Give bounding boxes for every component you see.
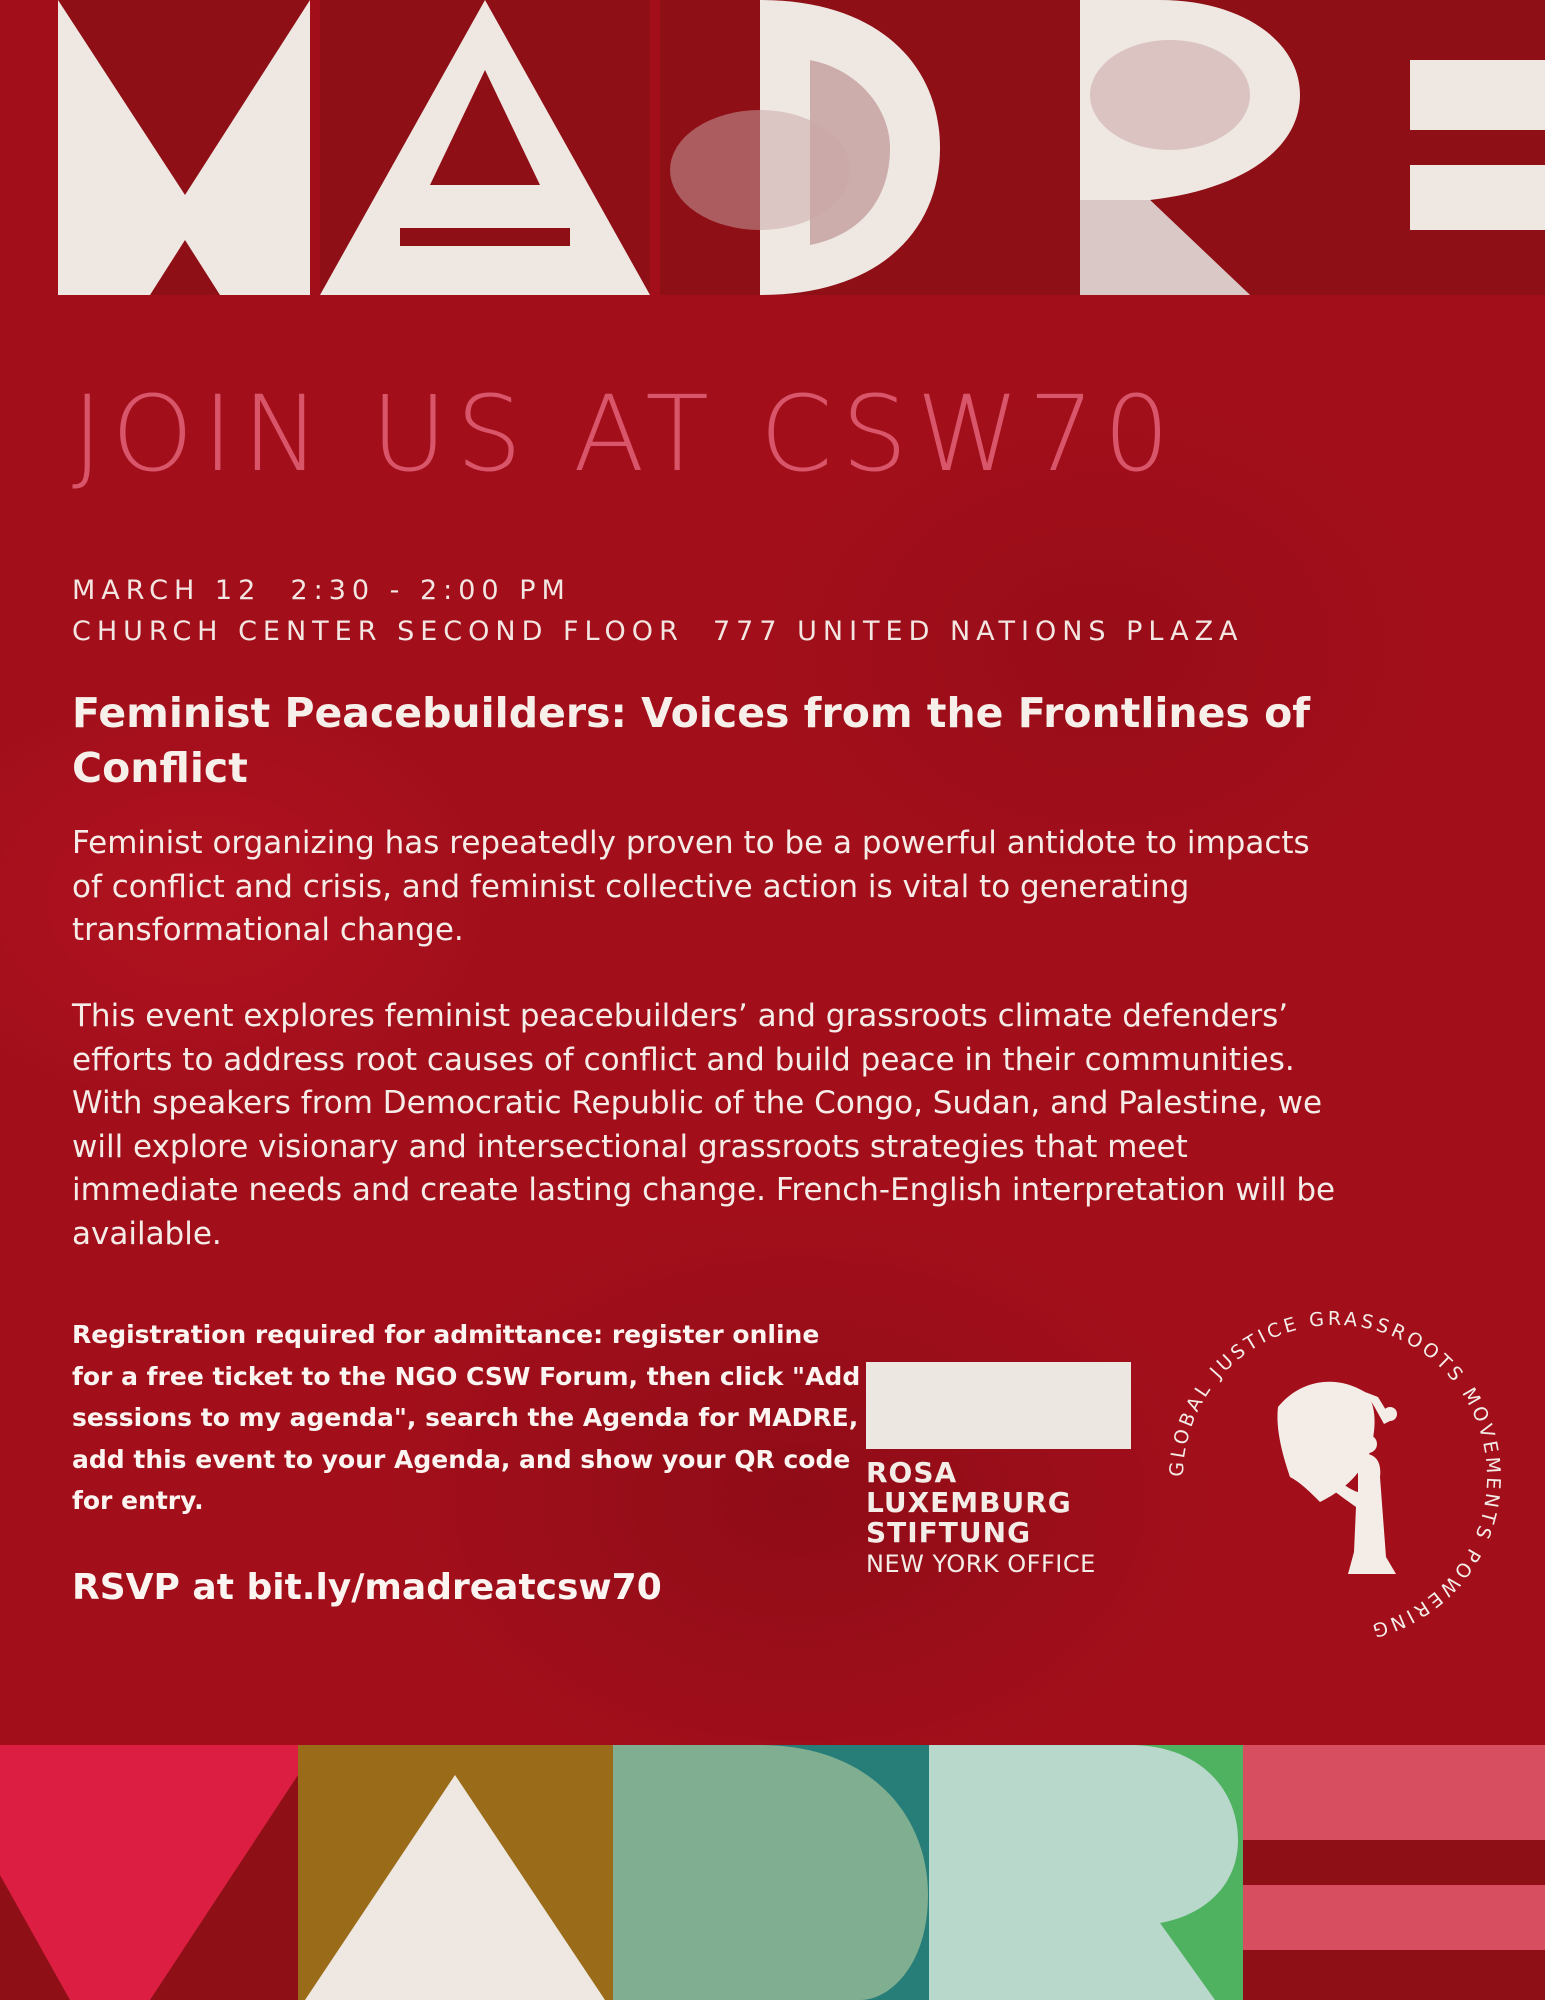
rosa-luxemburg-stiftung-logo [866,1362,1166,1582]
bottom-letter-m [0,1745,298,2000]
bottom-letter-r [929,1745,1243,2000]
headline: JOIN US AT CSW70 [72,373,1179,495]
logo-line-rosa: ROSA [866,1456,958,1489]
wordmark-letter-e [1345,0,1545,295]
seal-ring-text: GLOBAL JUSTICE GRASSROOTS MOVEMENTS POWERING [1165,1307,1505,1642]
wordmark-letter-r [990,0,1345,295]
logo-office-label: NEW YORK OFFICE [866,1550,1096,1578]
madre-wordmark-bottom [0,1745,1545,2000]
bottom-letter-e [1243,1745,1545,2000]
wordmark-letter-a [320,0,650,295]
logo-line-luxemburg: LUXEMBURG [866,1486,1072,1519]
bottom-letter-a [298,1745,613,2000]
woman-with-flag-icon [1277,1382,1397,1574]
registration-instructions: Registration required for admittance: register online for a free ticket to the NGO CSW Forum, then click "Add sessions to my agenda", search the Agenda for MADRE, add this event to your Agenda, and show your QR code for entry. [72,1320,861,1515]
event-date-time: MARCH 12 2:30 - 2:00 PM [72,575,571,606]
logo-bar [866,1362,1131,1449]
logo-line-stiftung: STIFTUNG [866,1516,1032,1549]
event-title: Feminist Peacebuilders: Voices from the Frontlines of Conflict [72,689,1311,792]
description-paragraph-2: This event explores feminist peacebuilders’ and grassroots climate defenders’ efforts to address root causes of conflict and build peace in their communities. With speakers from Democratic Republic of the Congo, Sudan, and Palestine, we will explore visionary and intersectional grassroots strategies that meet immediate needs and create lasting change. French-English interpretation will be available. [72,998,1336,1252]
event-location: CHURCH CENTER SECOND FLOOR 777 UNITED NATIONS PLAZA [72,616,1244,647]
description-paragraph-1: Feminist organizing has repeatedly proven to be a powerful antidote to impacts of conflict and crisis, and feminist collective action is vital to generating transformational change. [72,825,1310,948]
madre-wordmark-top [0,0,1545,300]
bottom-letter-d [613,1745,929,2000]
rsvp-link[interactable]: RSVP at bit.ly/madreatcsw70 [72,1567,662,1608]
wordmark-letter-d [660,0,990,295]
wordmark-letter-m [58,0,310,295]
madre-seal [1160,1302,1510,1652]
